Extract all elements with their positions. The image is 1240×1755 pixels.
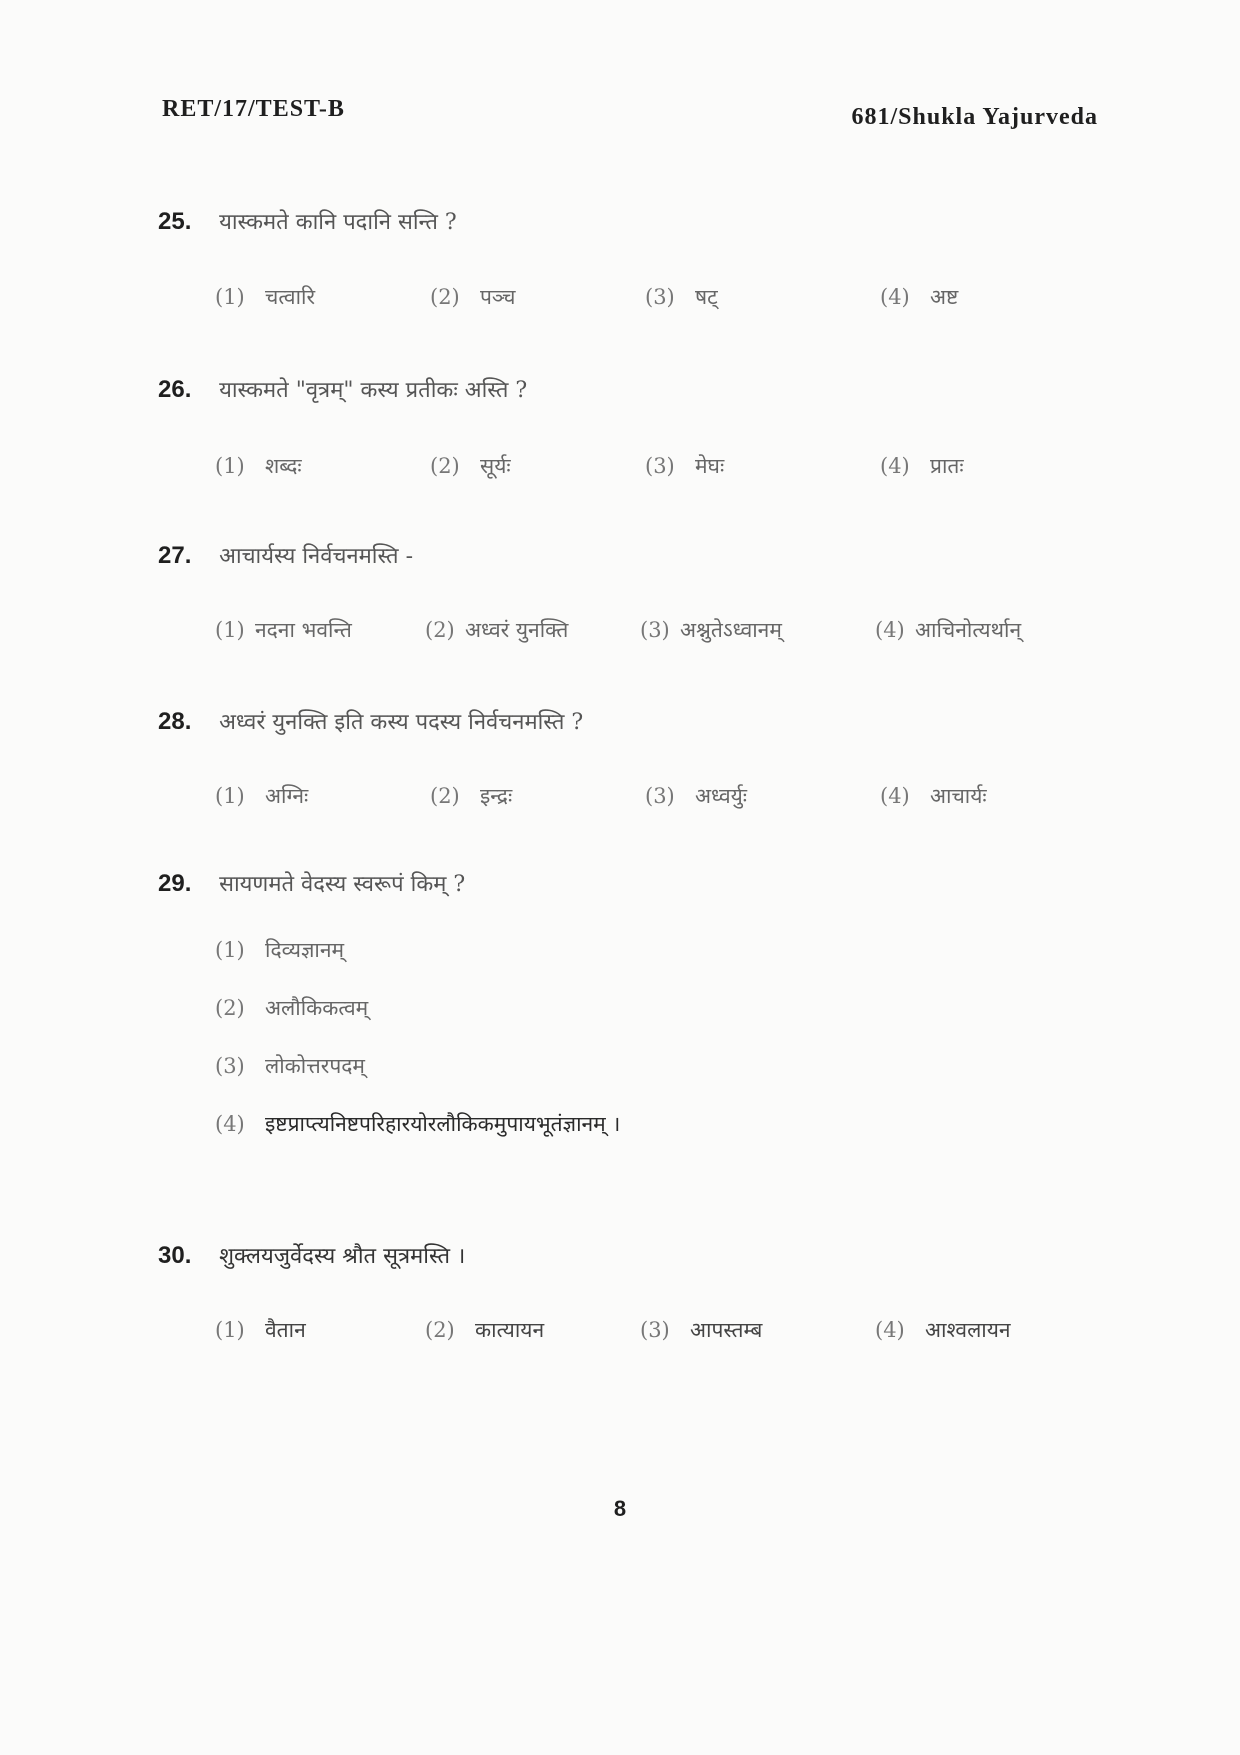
question-25 bbox=[158, 206, 1118, 236]
option-2: (2) सूर्यः bbox=[430, 454, 511, 478]
question-number: 29. bbox=[158, 870, 192, 897]
option-1: (1) अग्निः bbox=[215, 784, 309, 808]
option-1: (1) नदना भवन्ति bbox=[215, 618, 352, 642]
option-4: (4) आचिनोत्यर्थान् bbox=[875, 618, 1022, 642]
question-number: 27. bbox=[158, 542, 192, 569]
question-29 bbox=[158, 868, 1118, 898]
option-4: (4) आचार्यः bbox=[880, 784, 987, 808]
option-2: (2) पञ्च bbox=[430, 285, 516, 309]
question-text: आचार्यस्य निर्वचनमस्ति - bbox=[219, 544, 414, 569]
option-3: (3) अश्नुतेऽध्वानम् bbox=[640, 618, 782, 642]
option-4: (4) आश्वलायन bbox=[875, 1318, 1011, 1342]
option-2: (2) कात्यायन bbox=[425, 1318, 545, 1342]
question-27 bbox=[158, 540, 1118, 570]
option-3: (3) अध्वर्युः bbox=[645, 784, 748, 808]
paper-code: RET/17/TEST-B bbox=[162, 96, 345, 122]
option-3: (3) लोकोत्तरपदम् bbox=[215, 1054, 365, 1078]
option-2: (2) अलौकिकत्वम् bbox=[215, 996, 369, 1020]
question-number: 30. bbox=[158, 1242, 192, 1269]
question-number: 26. bbox=[158, 376, 192, 403]
option-4: (4) अष्ट bbox=[880, 285, 959, 309]
question-text: शुक्लयजुर्वेदस्य श्रौत सूत्रमस्ति । bbox=[219, 1244, 466, 1269]
option-3: (3) मेघः bbox=[645, 454, 725, 478]
option-4: (4) प्रातः bbox=[880, 454, 964, 478]
question-text: यास्कमते "वृत्रम्" कस्य प्रतीकः अस्ति ? bbox=[219, 378, 528, 403]
option-1: (1) शब्दः bbox=[215, 454, 302, 478]
page-number: 8 bbox=[613, 1496, 627, 1521]
options-29 bbox=[215, 936, 620, 1168]
question-26 bbox=[158, 374, 1118, 404]
option-2: (2) अध्वरं युनक्ति bbox=[425, 618, 569, 642]
option-3: (3) आपस्तम्ब bbox=[640, 1318, 763, 1342]
option-3: (3) षट् bbox=[645, 285, 718, 309]
option-1: (1) चत्वारि bbox=[215, 285, 316, 309]
question-28 bbox=[158, 706, 1118, 736]
question-number: 25. bbox=[158, 208, 192, 235]
question-text: अध्वरं युनक्ति इति कस्य पदस्य निर्वचनमस्ति ? bbox=[219, 710, 584, 735]
question-text: यास्कमते कानि पदानि सन्ति ? bbox=[219, 210, 457, 235]
question-30 bbox=[158, 1240, 1118, 1270]
question-number: 28. bbox=[158, 708, 192, 735]
option-4: (4) इष्टप्राप्त्यनिष्टपरिहारयोरलौकिकमुपायभूतंज्ञानम् । bbox=[215, 1112, 621, 1136]
subject-title: 681/Shukla Yajurveda bbox=[851, 104, 1098, 130]
option-1: (1) वैतान bbox=[215, 1318, 306, 1342]
option-2: (2) इन्द्रः bbox=[430, 784, 513, 808]
question-text: सायणमते वेदस्य स्वरूपं किम् ? bbox=[219, 872, 466, 897]
option-1: (1) दिव्यज्ञानम् bbox=[215, 938, 345, 962]
